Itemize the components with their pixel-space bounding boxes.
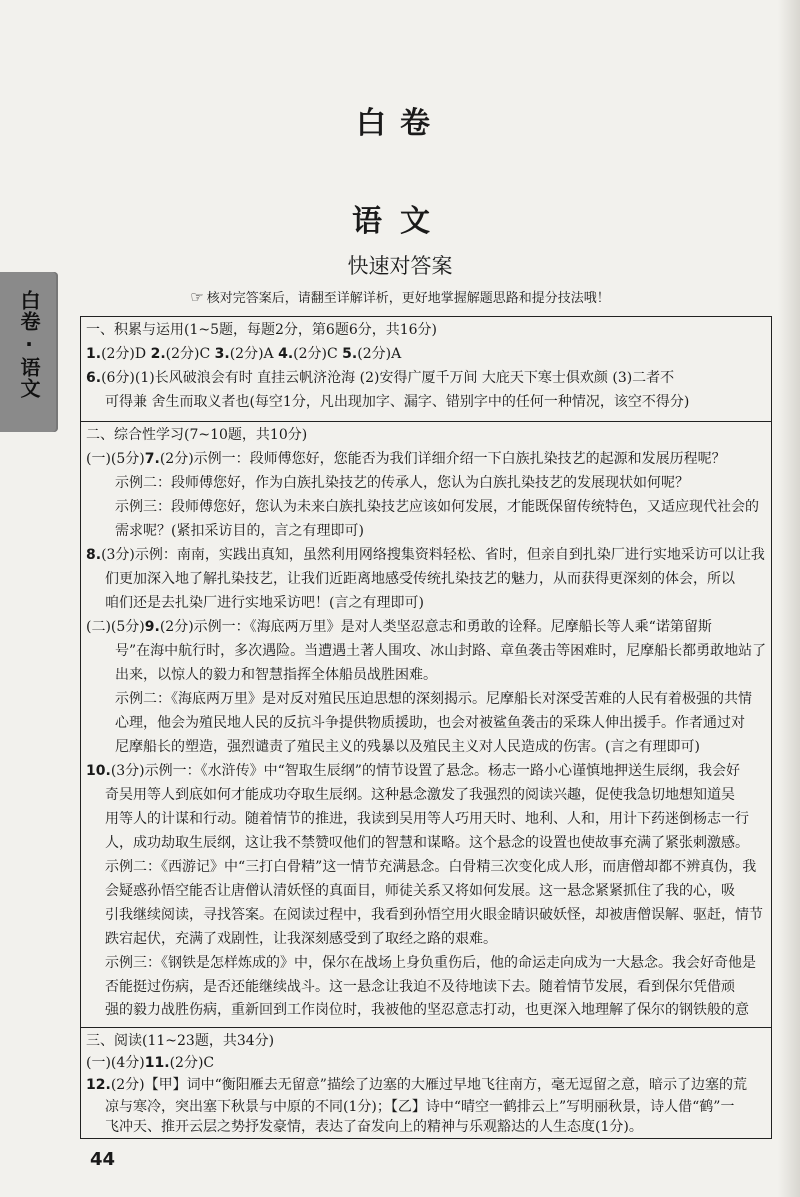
answer-line: 示例二：《海底两万里》是对反对殖民压迫思想的深刻揭示。尼摩船长对深受苦难的人民有着极强的共情 bbox=[115, 691, 752, 707]
answer-line: 示例二：《西游记》中“三打白骨精”这一情节充满悬念。白骨精三次变化成人形，而唐僧却都不辨真伪，我 bbox=[105, 859, 757, 875]
answer-line: (一)(4分)11.(2分)C bbox=[86, 1055, 215, 1071]
subject-title: 语文 bbox=[352, 204, 448, 239]
answer-box bbox=[80, 316, 772, 1139]
page-edge bbox=[778, 0, 800, 1197]
answer-line: 出来，以惊人的毅力和智慧指挥全体船员战胜困难。 bbox=[115, 667, 437, 683]
answer-line: 咱们还是去扎染厂进行实地采访吧！(言之有理即可) bbox=[105, 595, 424, 611]
section-reading bbox=[81, 1027, 771, 1140]
answer-line: 用等人的计谋和行动。随着情节的推进，我读到吴用等人巧用天时、地利、人和，用计下药迷倒杨志一行 bbox=[105, 811, 749, 827]
page-number: 44 bbox=[90, 1149, 116, 1170]
answer-line: 示例二：段师傅您好，作为白族扎染技艺的传承人，您认为白族扎染技艺的发展现状如何呢？ bbox=[115, 475, 689, 491]
answer-line: 需求呢？(紧扣采访目的，言之有理即可) bbox=[115, 523, 364, 539]
answer-line: 奇吴用等人到底如何才能成功夺取生辰纲。这种悬念激发了我强烈的阅读兴趣，促使我急切地想知道吴 bbox=[105, 787, 735, 803]
answer-line: 号”在海中航行时，多次遇险。当遭遇土著人围攻、冰山封路、章鱼袭击等困难时，尼摩船长都勇敢地站了 bbox=[115, 643, 767, 659]
answer-line: 示例三：《钢铁是怎样炼成的》中，保尔在战场上身负重伤后，他的命运走向成为一大悬念。我会好奇他是 bbox=[105, 955, 756, 971]
pointing-hand-icon: ☞ bbox=[190, 288, 204, 306]
hint-line bbox=[0, 287, 800, 306]
side-tab-label: 白卷·语文 bbox=[17, 290, 41, 399]
answer-line: 跌宕起伏，充满了戏剧性，让我深刻感受到了取经之路的艰难。 bbox=[105, 931, 497, 947]
answer-line: 心理，他会为殖民地人民的反抗斗争提供物质援助，也会对被鲨鱼袭击的采珠人伸出援手。作者通过对 bbox=[115, 715, 745, 731]
answer-line: 凉与寒冷，突出塞下秋景与中原的不同(1分)；【乙】诗中“晴空一鹤排云上”写明丽秋景，诗人借“鹤”一 bbox=[105, 1099, 735, 1115]
answer-line: 10.(3分)示例一：《水浒传》中“智取生辰纲”的情节设置了悬念。杨志一路小心谨慎地押送生辰纲，我会好 bbox=[86, 763, 740, 779]
answer-line: 示例三：段师傅您好，您认为未来白族扎染技艺应该如何发展，才能既保留传统特色，又适应现代社会的 bbox=[115, 499, 759, 515]
answer-line: 1.(2分)D 2.(2分)C 3.(2分)A 4.(2分)C 5.(2分)A bbox=[86, 346, 402, 362]
answer-line: 人，成功劫取生辰纲，这让我不禁赞叹他们的智慧和谋略。这个悬念的设置也使故事充满了紧张刺激感。 bbox=[105, 835, 749, 851]
subtitle: 快速对答案 bbox=[347, 254, 453, 278]
section-header: 三、阅读(11~23题，共34分) bbox=[86, 1033, 275, 1049]
section-header: 一、积累与运用(1~5题，每题2分，第6题6分，共16分) bbox=[86, 322, 438, 338]
page-title: 白卷 bbox=[356, 106, 444, 141]
answer-line: 们更加深入地了解扎染技艺，让我们近距离地感受传统扎染技艺的魅力，从而获得更深刻的体会，所以 bbox=[105, 571, 735, 587]
answer-line: 否能挺过伤病，是否还能继续战斗。这一悬念让我迫不及待地读下去。随着情节发展，看到保尔凭借顽 bbox=[105, 979, 735, 995]
answer-line: 12.(2分)【甲】词中“衡阳雁去无留意”描绘了边塞的大雁过早地飞往南方，毫无逗留之意，暗示了边塞的荒 bbox=[86, 1077, 747, 1093]
answer-line: 引我继续阅读，寻找答案。在阅读过程中，我看到孙悟空用火眼金睛识破妖怪，却被唐僧误解、驱赶，情节 bbox=[105, 907, 763, 923]
section-comprehensive bbox=[81, 421, 771, 1022]
answer-line: 可得兼 舍生而取义者也(每空1分，凡出现加字、漏字、错别字中的任何一种情况，该空不得分) bbox=[105, 394, 690, 410]
answer-line: 尼摩船长的塑造，强烈谴责了殖民主义的残暴以及殖民主义对人民造成的伤害。(言之有理即可) bbox=[115, 739, 700, 755]
answer-line: 会疑惑孙悟空能否让唐僧认清妖怪的真面目，师徒关系又将如何发展。这一悬念紧紧抓住了我的心，吸 bbox=[105, 883, 735, 899]
answer-line: (一)(5分)7.(2分)示例一：段师傅您好，您能否为我们详细介绍一下白族扎染技艺的起源和发展历程呢？ bbox=[86, 451, 726, 467]
answer-line: (二)(5分)9.(2分)示例一：《海底两万里》是对人类坚忍意志和勇敢的诠释。尼摩船长等人乘“诺第留斯 bbox=[86, 619, 712, 635]
hint-text: 核对完答案后，请翻至详解详析，更好地掌握解题思路和提分技法哦！ bbox=[206, 291, 610, 306]
section-accumulation bbox=[81, 317, 771, 421]
answer-line: 强的毅力战胜伤病，重新回到工作岗位时，我被他的坚忍意志打动，也更深入地理解了保尔的钢铁般的意 bbox=[105, 1002, 749, 1018]
section-header: 二、综合性学习(7~10题，共10分) bbox=[86, 427, 308, 443]
answer-line: 飞冲天、推开云层之势抒发豪情，表达了奋发向上的精神与乐观豁达的人生态度(1分)。 bbox=[105, 1119, 643, 1135]
answer-line: 8.(3分)示例：南南，实践出真知，虽然利用网络搜集资料轻松、省时，但亲自到扎染厂进行实地采访可以让我 bbox=[86, 547, 765, 563]
answer-line: 6.(6分)(1)长风破浪会有时 直挂云帆济沧海 (2)安得广厦千万间 大庇天下寒士俱欢颜 (3)二者不 bbox=[86, 370, 675, 386]
